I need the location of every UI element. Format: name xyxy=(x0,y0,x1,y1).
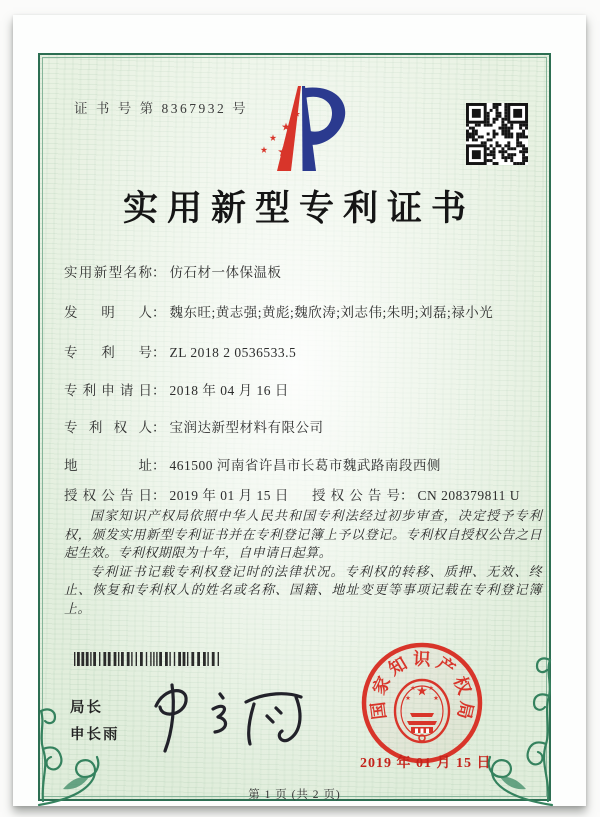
certificate-frame xyxy=(38,53,551,801)
page-number: 第 1 页 (共 2 页) xyxy=(248,789,341,801)
field-label: 专利号 xyxy=(64,345,152,360)
director-name: 申长雨 xyxy=(70,727,120,743)
qr-code xyxy=(466,103,528,165)
field-row-inventors xyxy=(64,301,533,321)
field-value: 宝润达新型材料有限公司 xyxy=(169,420,324,435)
field-row-name xyxy=(64,261,533,281)
director-signature xyxy=(136,675,316,757)
field-value: 2019 年 01 月 15 日 xyxy=(169,488,289,503)
field-label: 专利申请日 xyxy=(64,383,152,398)
field-grant-no xyxy=(312,484,520,504)
colon: ： xyxy=(152,488,166,503)
legal-paragraph-1: 国家知识产权局依照中华人民共和国专利法经过初步审查，决定授予专利权，颁发实用新型专利证书并在专利登记簿上予以登记。专利权自授权公告之日起生效。专利权期限为十年，自申请日起算。 xyxy=(64,508,542,560)
field-row-grant xyxy=(64,484,533,504)
seal-text: 国家知识产权局 xyxy=(367,648,478,726)
corner-ornament-icon xyxy=(458,638,558,808)
corner-ornament-icon xyxy=(33,683,128,808)
field-label: 实用新型名称 xyxy=(64,265,152,280)
director-title: 局长 xyxy=(70,700,103,716)
field-label: 授权公告日 xyxy=(64,488,152,503)
field-label: 发明人 xyxy=(64,305,152,320)
field-value: 魏东旺;黄志强;黄彪;魏欣涛;刘志伟;朱明;刘磊;禄小光 xyxy=(169,305,494,320)
field-label: 专利权人 xyxy=(64,420,152,435)
colon: ： xyxy=(152,420,166,435)
legal-paragraph-2: 专利证书记载专利权登记时的法律状况。专利权的转移、质押、无效、终止、恢复和专利权人的姓名或名称、国籍、地址变更等事项记载在专利登记簿上。 xyxy=(64,563,542,616)
field-value: ZL 2018 2 0536533.5 xyxy=(169,345,297,360)
field-row-filing-date xyxy=(64,379,533,399)
colon: ： xyxy=(400,488,414,503)
cnipa-logo-icon xyxy=(252,81,360,177)
field-row-patent-no xyxy=(64,341,533,361)
certificate-title: 实用新型专利证书 xyxy=(122,189,475,228)
colon: ： xyxy=(152,383,166,398)
field-row-address xyxy=(64,454,533,474)
field-value: 2018 年 04 月 16 日 xyxy=(169,383,289,398)
colon: ： xyxy=(152,265,166,280)
colon: ： xyxy=(152,458,166,473)
field-row-patentee xyxy=(64,416,533,436)
barcode xyxy=(74,652,224,666)
field-value: CN 208379811 U xyxy=(417,488,521,503)
seal-date: 2019 年 01 月 15 日 xyxy=(360,756,492,771)
field-label: 地址 xyxy=(64,458,152,473)
certificate-number: 证 书 号 第 8367932 号 xyxy=(74,101,249,116)
field-label: 授权公告号 xyxy=(312,488,400,503)
colon: ： xyxy=(152,345,166,360)
legal-text xyxy=(64,507,542,618)
colon: ： xyxy=(152,305,166,320)
field-value: 仿石材一体保温板 xyxy=(169,265,282,280)
field-value: 461500 河南省许昌市长葛市魏武路南段西侧 xyxy=(169,458,441,473)
